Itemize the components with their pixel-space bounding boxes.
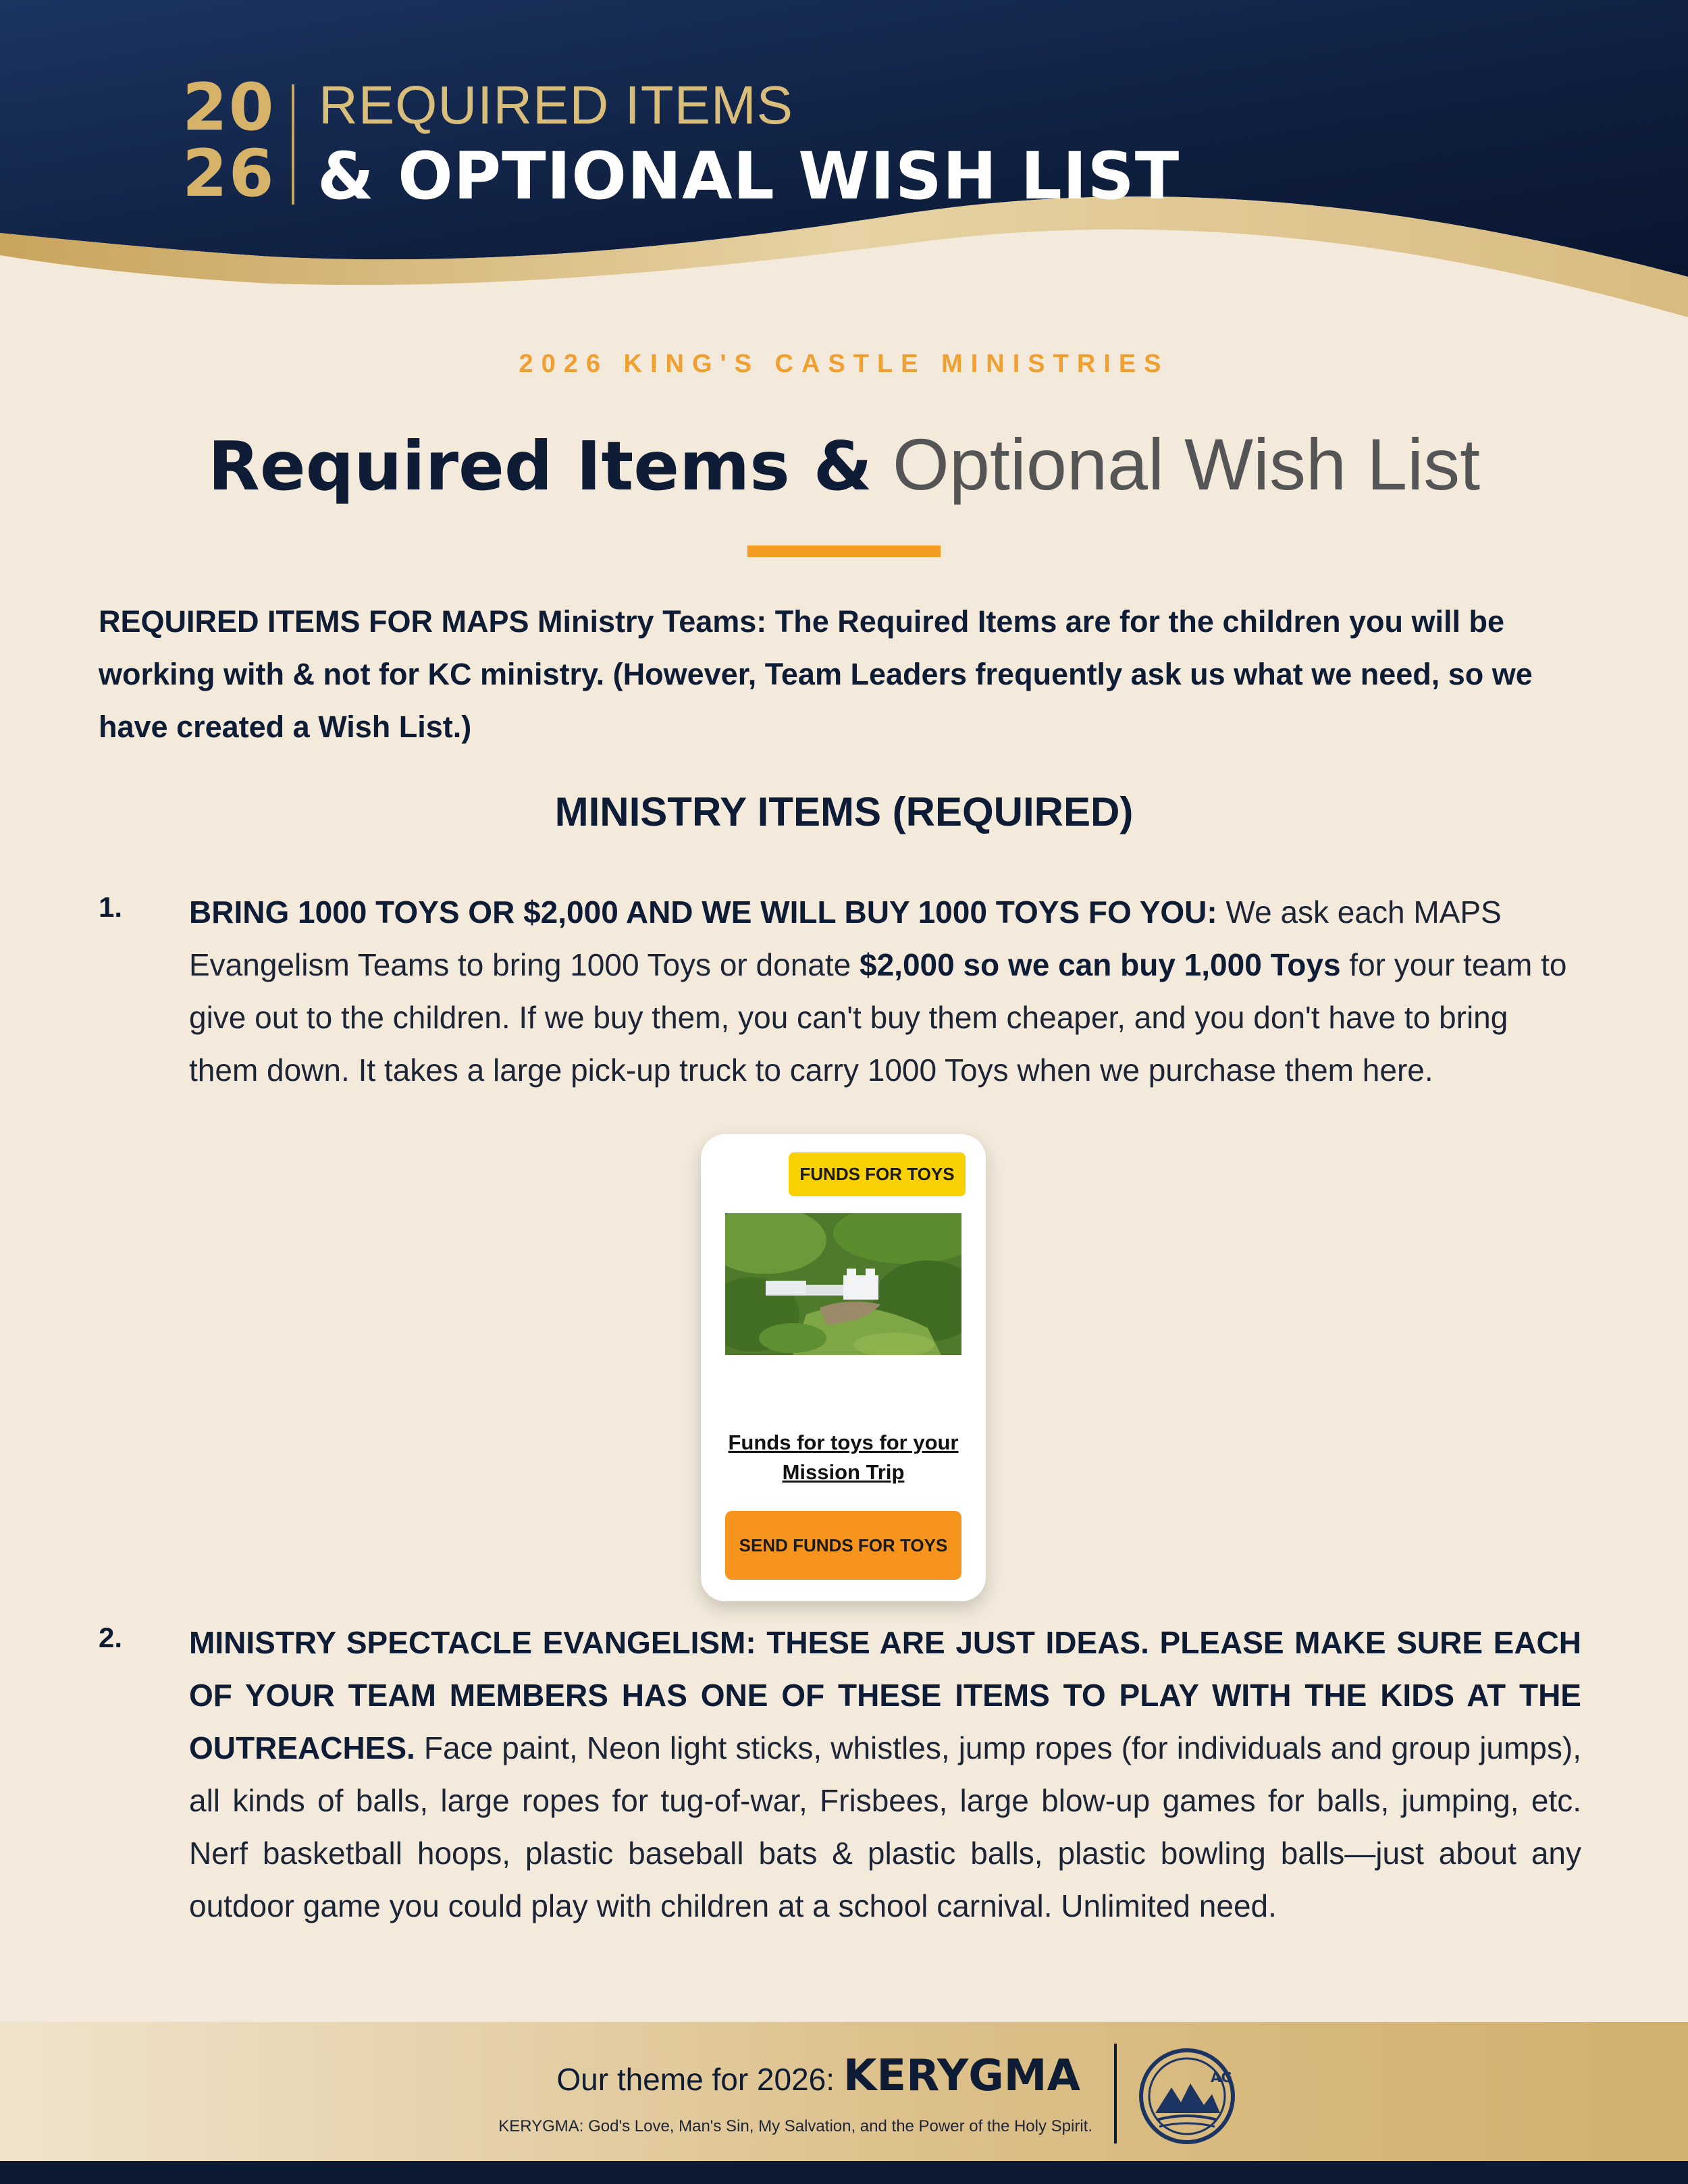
intro-paragraph: REQUIRED ITEMS FOR MAPS Ministry Teams: The Required Items are for the children you will be working with & not for KC ministry. (However, Team Leaders frequently ask us what we need, so we have created a Wish List.): [99, 604, 1533, 744]
list-item-emphasis: $2,000 so we can buy 1,000 Toys: [860, 947, 1341, 982]
page-title-bold: Required Items &: [207, 427, 872, 506]
footer-theme-line: [556, 2051, 1080, 2101]
header-title-line1: REQUIRED ITEMS: [319, 75, 793, 135]
header-year-top: 20: [182, 70, 275, 145]
castle-photo-illustration: [725, 1213, 961, 1355]
funds-for-toys-card: [701, 1134, 986, 1601]
header-year-bottom: 26: [182, 136, 275, 211]
list-item-number: 2.: [99, 1622, 123, 1653]
send-funds-button[interactable]: SEND FUNDS FOR TOYS: [725, 1511, 961, 1580]
ag-logo-graphic: [1136, 2046, 1238, 2147]
title-underline: [747, 545, 941, 557]
card-badge: FUNDS FOR TOYS: [789, 1152, 966, 1196]
castle-aerial-photo: [725, 1213, 961, 1355]
section-heading: MINISTRY ITEMS (REQUIRED): [554, 789, 1134, 834]
list-item-body-b: for your team to give out to the children. If we buy them, you can't buy them cheaper, and you don't have to bring them down. It takes a large pick-up truck to carry 1000 Toys when we purchase them here.: [189, 947, 1567, 1088]
organization-eyebrow: 2026 KING'S CASTLE MINISTRIES: [519, 350, 1169, 378]
footer-divider: [1114, 2044, 1117, 2143]
header-title-line2: & OPTIONAL WISH LIST: [317, 138, 1180, 214]
footer-theme-word: KERYGMA: [843, 2051, 1080, 2101]
list-item-lead: MINISTRY SPECTACLE EVANGELISM: THESE ARE JUST IDEAS. PLEASE MAKE SURE EACH OF YOUR TEAM MEMBERS HAS ONE OF THESE ITEMS TO PLAY WITH THE KIDS AT THE OUTREACHES.: [189, 1625, 1581, 1765]
funds-for-toys-link[interactable]: Funds for toys for your Mission Trip: [728, 1431, 959, 1484]
list-item-text: [189, 886, 1581, 1096]
list-item-lead: BRING 1000 TOYS OR $2,000 AND WE WILL BUY 1000 TOYS FO YOU:: [189, 895, 1217, 930]
footer-bottom-bar: [0, 2161, 1688, 2184]
ag-logo-icon: [1136, 2046, 1238, 2150]
list-item-number: 1.: [99, 891, 123, 923]
page-header: [0, 0, 1688, 317]
ag-logo-text: AG: [1211, 2069, 1232, 2085]
list-item-body: Face paint, Neon light sticks, whistles, jump ropes (for individuals and group jumps), all kinds of balls, large ropes for tug-of-war, Frisbees, large blow-up games for balls, jumping, etc. Nerf basketball hoops, plastic baseball bats & plastic balls, plastic bowling balls—just about any outdoor game you could play with children at a school carnival. Unlimited need.: [189, 1730, 1581, 1923]
header-divider: [292, 84, 294, 205]
footer-theme-subtitle: KERYGMA: God's Love, Man's Sin, My Salvation, and the Power of the Holy Spirit.: [498, 2117, 1092, 2135]
page-title-light: Optional Wish List: [892, 423, 1481, 505]
footer-theme-prefix: Our theme for 2026:: [556, 2062, 843, 2097]
header-year: [182, 70, 275, 211]
list-item-text: [189, 1616, 1581, 1932]
page-title: [0, 422, 1688, 506]
list-item-body-a: We ask each MAPS Evangelism Teams to bring 1000 Toys or donate: [189, 895, 1502, 982]
